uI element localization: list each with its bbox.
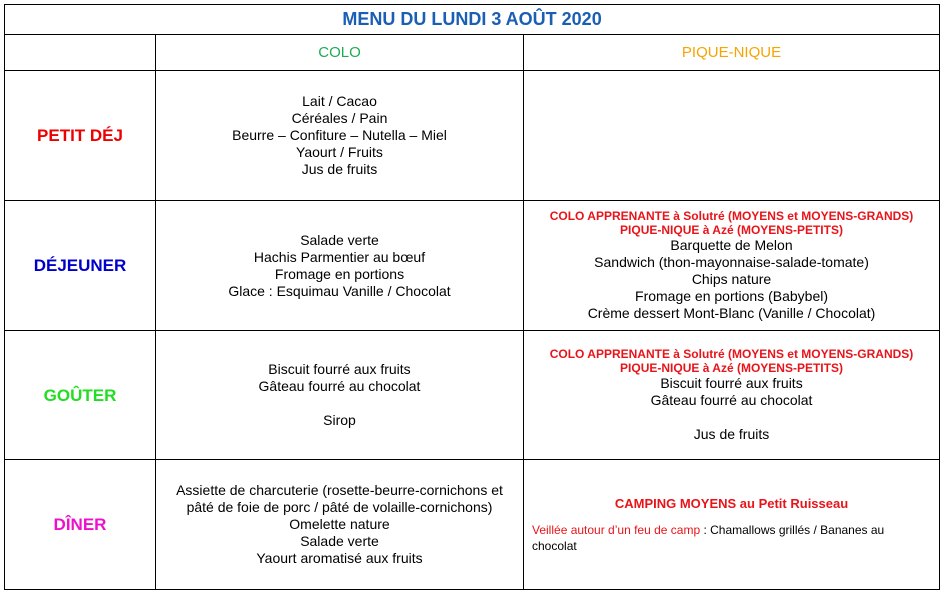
menu-item: Sandwich (thon-mayonnaise-salade-tomate) [594, 254, 869, 270]
menu-item: Assiette de charcuterie (rosette-beurre-cornichons et [176, 482, 503, 498]
piquenique-cell-gouter [524, 331, 940, 460]
colo-cell-petit-dej [156, 71, 524, 201]
menu-table [4, 4, 940, 590]
veillee-label: Veillée autour d’un feu de camp [532, 523, 701, 537]
menu-item: Céréales / Pain [291, 110, 388, 126]
piquenique-cell-dejeuner [524, 201, 940, 331]
menu-item: Jus de fruits [693, 426, 770, 442]
camping-note: CAMPING MOYENS au Petit Ruisseau [614, 496, 849, 511]
menu-sheet [4, 4, 940, 590]
meal-label-dejeuner: DÉJEUNER [5, 201, 156, 331]
menu-item: Gâteau fourré au chocolat [650, 392, 813, 408]
menu-item: Yaourt / Fruits [296, 144, 383, 160]
row-gouter [5, 331, 940, 460]
menu-item: Lait / Cacao [302, 93, 377, 109]
location-note: COLO APPRENANTE à Solutré (MOYENS et MOYENS-GRANDS) [549, 209, 914, 223]
veillee-text: : Chamallows grillés / Bananes au chocolat [532, 523, 885, 553]
menu-item: Yaourt aromatisé aux fruits [256, 550, 423, 566]
meal-label-diner: DÎNER [5, 460, 156, 590]
menu-item: Chips nature [691, 271, 772, 287]
piquenique-cell-diner [524, 460, 940, 590]
meal-label-petit-dej: PETIT DÉJ [5, 71, 156, 201]
menu-item: Barquette de Melon [670, 237, 793, 253]
row-dejeuner [5, 201, 940, 331]
menu-item: Glace : Esquimau Vanille / Chocolat [228, 282, 451, 299]
menu-item: Salade verte [300, 231, 379, 248]
menu-item: Gâteau fourré au chocolat [258, 378, 421, 394]
menu-item: Biscuit fourré aux fruits [268, 361, 411, 377]
location-note: COLO APPRENANTE à Solutré (MOYENS et MOYENS-GRANDS) [549, 347, 914, 361]
menu-item: Biscuit fourré aux fruits [660, 375, 803, 391]
menu-item: Crème dessert Mont-Blanc (Vanille / Chocolat) [587, 305, 876, 321]
veillee-note [532, 522, 931, 554]
row-petit-dej [5, 71, 940, 201]
menu-item: pâté de foie de porc / pâté de volaille-cornichons) [186, 499, 493, 515]
colo-cell-gouter [156, 331, 524, 460]
location-note: PIQUE-NIQUE à Azé (MOYENS-PETITS) [620, 361, 843, 375]
menu-item: Fromage en portions (Babybel) [635, 288, 829, 304]
colo-cell-diner [156, 460, 524, 590]
blank-line [156, 395, 523, 412]
piquenique-cell-petit-dej [524, 71, 940, 201]
corner-cell [5, 35, 156, 71]
menu-item: Sirop [323, 412, 356, 428]
meal-label-gouter: GOÛTER [5, 331, 156, 460]
menu-item: Beurre – Confiture – Nutella – Miel [232, 127, 447, 143]
colo-cell-dejeuner [156, 201, 524, 331]
menu-item: Jus de fruits [301, 161, 378, 177]
menu-item: Omelette nature [289, 516, 390, 532]
menu-title: MENU DU LUNDI 3 AOÛT 2020 [5, 5, 940, 35]
menu-item: Fromage en portions [274, 265, 405, 282]
column-header-colo: COLO [156, 35, 524, 71]
menu-item: Salade verte [300, 533, 379, 549]
location-note: PIQUE-NIQUE à Azé (MOYENS-PETITS) [620, 223, 843, 237]
menu-item: Hachis Parmentier au bœuf [253, 248, 426, 265]
blank-line [524, 409, 939, 426]
row-diner [5, 460, 940, 590]
column-header-piquenique: PIQUE-NIQUE [524, 35, 940, 71]
